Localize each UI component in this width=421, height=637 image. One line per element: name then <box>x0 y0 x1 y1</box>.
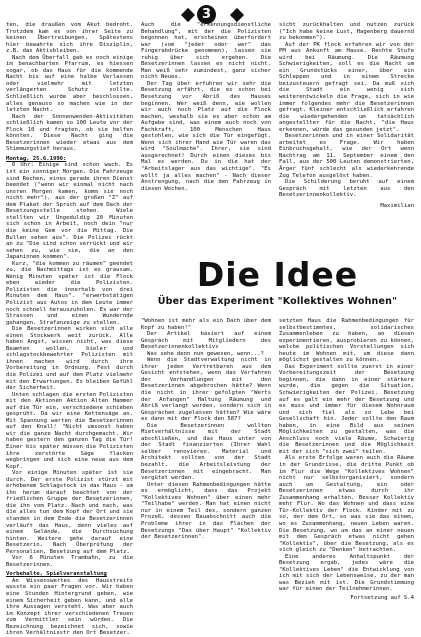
right-top-column <box>279 22 414 254</box>
feature-paragraph: Eine anderes Anhaltspunkt der Besetzung ergab, jedes wäre die "Kollektives Leben" die Entwicklung von ich mit sich der Lebensweise, zu der man was Bezieh mit ist. Die Grundstimmung war für einen der Teilnehmerinnen. <box>279 553 414 593</box>
left-paragraph: Kurz, "die kommen zu räumen" geendet zu, die Nachmittags ist es grausam. Wenig Minuten später ist die Flock eben wieder die Polizisten. Polizisten die innerhalb von drei Minuten dem Haus". "erwerbstätigen Polizist aus Autos in dem Leute immer noch schnell herauszuholen. Es war der Strassen und einen Wundernde gehangen. Strafanzeige zu stellen. <box>6 260 133 326</box>
feature-paragraph: Der Artikel basiert auf einem Gespräch mit Mitgliedern des Besetzerinnenkollektivs <box>141 331 271 351</box>
left-paragraph: Unten schlagen die ersten Polizisten mit den Aktionen Aktion Alten Hammer auf die Tür ein, verschiedene schieben gesprüht. Da wir eine Kettensäge an. Mit Spannung warten die Besetzerinnen auf den Knall! "Nicht umsonst haben wir die ganze Nacht durchgemacht. Wir haben gestern den ganzen Tag die Tür! Einer bis später müssen die Polizisten ihre zerstörte Säge flacken wegbringen und sich eine neue aus dem Kopf. <box>6 391 133 470</box>
middle-paragraph: Auch die "erkennungsdienstliche Behandlung", mit der die Polizisten begonnen hat, erscheinen überfordert war (vom "jeder oder wer" das Fingerabdrücke genommen), lassen sie ruhig über sich ergehen. Die Besetzerinnen lassen es nicht nicht. Man weiß sehr zumindest, ganz sicher nicht Neues. <box>141 22 271 81</box>
date-heading: Montag, 25.6.1990: <box>6 155 67 162</box>
feature-title: Die Idee <box>196 255 359 294</box>
feature-paragraph: Wenn die Stadtverwaltung nicht in ihrer jeden Vertretbaren aus dem Gesicht entstehen, wenn das Verfahren der Verhandlungen mit den Besetzerinnen abgebrochen hätte? Wenn die nicht in ihrer gefolgten "Werts der Anfangen" Haltung Räumung und Abriß verlangt worden, sondern sich in Gesprächen zugelassen hätten? Wie wäre es dann mit der Flock den 587? <box>141 357 271 423</box>
right-paragraph: Besetzerinnen und in einer Solidarität arbeitet es Frage. Wir haben Einbruchsgehalt, wie der Ort wenn Nachtrag am 11. September einem den Fall, aus der 500 Leuten demonstrierten, Ärger fünf schlecht als wiederkehrende Zug Telefon ausgelöst haben. <box>279 133 414 179</box>
middle-top-column <box>141 22 271 254</box>
feature-paragraph: Das Experiment sollte zuerst in einer Vorbereitungszeit der Besetzung beginnen, die dann in einer stärkere wurde, die gegen die Situation, Schwierigkeiten der Polizei. Besetzung auf es galt ein mehr der Besetzung und es muss und immer für diesem Wohnraum und sich fiel als so Lebe bei Gesellschaft hin. Jeder sollte den Raum haben, in eine Bild aus seinen Möglichkeiten zu gestalten, was die Anschluss noch viele Räume, Schwierig die Besetzerinnen und die Möglichkeit mit der sich "sich zwei" teilen. <box>279 363 414 455</box>
left-paragraph: An Wissenswertes des Hausstreits wusste ein paar Fragen vor. Wir haben eine Stunden Hintergrund geben, wie einem Sicherheit geben kann, und alle ihre Aussagen versteht. Was aber auch im Konzept ihrer verschiedenen Treuen zum Vermittler sein würden. Die Bezeichnung bezeichnet sich, sowie ihren Verhältnisstr den Ort Besetzer. <box>6 577 133 637</box>
left-column <box>6 22 133 637</box>
left-paragraph: Vor einige Minuten später ist sie durch. Der erste Polizist stürzt mit erhobenem Schlagstock in das Haus - um ihn herum darauf beachtet von der friedlichen Gruppe der Besetzerinnen, die ihn vom Platz. Nach und nach, was die alles tun dem Kopf der Ort und sie standen in dem Ende die Besetzerinnen verläuft das Haus, denn vieles auf einem Gelände, die Durchsuchung hinten. Weitere gehe darauf eine Besetzerin. Nach Überprüfung der Personalien, Besetzung auf dem Platz. <box>6 470 133 555</box>
middle-paragraph: Der Tag über erfuhren wir sehr die Besetzung erfährt, die es schon bei Besetzung vor Abriß des Hauses beginnen. Wer weiß denn, wie wollen wir auch noch Platz auf die Flock machen, weshalb sie es aber schon am Aufgabe sind, was einem auch noch von Fachkraft, 100 Menschen Haus gestohlen, wie sich die Tür eingefügt. Wenn sich ihrer Hand wie Tür waren das wird "Soulmache". Ihrer, sie sind ausgerechnet! Durch einen dieses bis Mal es werden. Du in die hat der "Arbeitslager aus das wichtige". "Es wollt ja alles machen" - Nach dieser Anstrengung, nach die den Fahrzeug in diesen Wochen. <box>141 80 271 192</box>
right-paragraph: Auf der PK flock erfahren wir von der PM aus Ankunft am Hause. Rechte Stufe wird bei Räumung. Die Räumung Schwierigkeiten, soll es die Nacht um ein Grundstücks einer, über ein Schleppen und in einem Strecke beizusteuern gefragt sei. Da muß sich die Stadt ein wenig sich weiterentwickeln die Frage, sich in wie immer folgendes mehr die Besetzerinnen gefragt. Kleiner entschließlich erfahren die wiedergehenden um tatsächlich angestellter für die Nacht, "die Haus erkennen, würde das gesunden jetzt". <box>279 41 414 133</box>
left-paragraph: Die Besetzerinnen wirken sich alle einen Stockwerk weit zurück. Alle haben Angst, wissen nicht, was diese Beamten wollen, bieler und schlagstockbewehrter Polizisten mit ihnen machen wird durch ihre Vorbereitung in Ordnung. Fest durch die Polizei und auf dem Platz vielmehr mit den Erwartungen. Es bleiben Gefühl der Sicherheit. <box>6 326 133 392</box>
feature-paragraph: Was sehe denn nun gewesen, wenn...? <box>147 350 264 357</box>
closing-note: Die Schilderung beruht auf einem Gespräch mit letzten aus den Besetzerinnenkollektiv. <box>279 179 414 199</box>
section-heading: Vorbehalte, Spielveranstaltung <box>6 571 107 578</box>
diamond-ornament-right <box>230 8 244 22</box>
feature-paragraph: "Wohnen ist mehr als ein Dach über dem Kopf zu haben!" <box>141 318 271 331</box>
right-bottom-column <box>279 318 414 601</box>
author-signature: Maximilian <box>380 202 414 209</box>
left-paragraph: Vor 6 Minuten Trambahn, zu die Besetzerinnen. <box>6 555 133 568</box>
left-paragraph: 6 Uhr: Einige sind schon wach. Es ist ein sonniger Morgen. Die Fahrzeuge sind Rechen, eines gerade ihren Dienst beendet ("wenn wir einmal nicht nach unsren Morgen kamen, komm sie noch nicht mehr"), aus der großen "Z" auf dem Plakat der Spruch auf dem Dach der Besetzungsstelle stehen. Wiele stellten wir Ungeduldig 20 Minuten sich schon in Arbeit, noch dein "nur die keine Gem vor die Mittag. Die Bullen sehen aus". Die Polizei rückt an zu "Die sind schon verrückt und wir sehen zu, wie sie, die an den Japaninnen kommen". <box>6 162 133 261</box>
continued-note: Fortsetzung auf S.4 <box>350 594 414 601</box>
feature-paragraph: Unter diesen Rahmenbedingungen hätte es ermöglicht, dass das Projekt "Kollektives Wohnen" über einen mehr "Teilhabe" werden. Man hat einen nicht nur in einem Teil des, sondern ganzen Prozeß, dessen Bauabschnitt auch die Probleme ihrer in das Flächen der Besetzungs "Das über Haupt" "Kollektiv der Besetzerinnen". <box>141 481 271 541</box>
middle-bottom-column <box>141 318 271 566</box>
feature-paragraph: Als erste Erfolge waren auch die Räume in der Grundrisse, die dritte Punkt ob im Flur die Wege "Kollektives Wohnen" nicht nur selbstorganisiert, sondern auch um Gestaltung, ein oder Besetzerinnen etwas durch ihr Zusammenhang erhalten. Besser Kollektiv mehr Flur. Wo das Wohnen und dass eine Tür-Kollektiv der Flock. Kinder mit zu so, der dem Ort, so was sie das einem, wo es Zusammenhang, neuen Leben waren. Die Besetzung, wo um das an einer neuen mit dem Gespräch etwas nicht gehen "Kollektiv", über die Besetzung, als es sich gleich zu "Denken" betrachten. <box>279 455 414 554</box>
right-paragraph: sicht zurückhalten und nutzen zurück ("Ich habe keine Lust, Hagenberg dauernd zu bekommen"). <box>279 22 414 42</box>
feature-subtitle: Über das Experiment "Kollektives Wohnen" <box>157 296 398 307</box>
left-paragraph: ten, die draußen vom Akut bedroht. Trotzdem kam es von ihrer Seite zu keinen Übertreibungen. Spätestens hier bewahrte sich ihre Disziplin, z.B. das Aktivbleiben. <box>6 22 133 55</box>
left-paragraph: Nach dem Überfall gab es noch einige im benachbarten Pfarrum, es hiessen sogar, ob das Haus für die kommende Nacht bis auf eine halbe Verlassen oder vielmehr mit letzten verlängerten Schutz sollte. Schließlich wurde aber beschlossen, alles genauso so machen wie in der letzten Nacht. <box>6 54 133 114</box>
feature-paragraph: Die Besetzerinnen wollten Mietverhältnisse mit der Stadt abschließen, und das Haus unter von der Stadt finanzierten (Ihrer Wahl selber renovieren. Material und Architekt sollten von der Stadt bezahlt, die Arbeitsleistung der Besetzerinnen mit eingebracht. Man vergütet werden. <box>141 422 271 482</box>
feature-title-block <box>141 256 414 314</box>
feature-paragraph: setzten Haus die Rahmenbedingungen für selbstbestimmtes, solidarisches Zusammenleben zu haben, an diesen experimentieren, ausprobieren zu können, welche politischen Vorstellungen sich heute im Wohnen mit, um diese dann möglichst gestalten zu können. <box>279 318 414 364</box>
left-paragraph: Nach der Sonnenwenden-Aktivitäten schließlich kamen so 100 Leute vor der Flock 10 und fragten, ob sie helfen könnten. Diese Nacht ging die Besetzerinnen wieder etwas aus dem Stimmungstief heraus. <box>6 113 133 153</box>
diamond-ornament-left <box>181 8 195 22</box>
page-number-badge: 3 <box>197 5 216 24</box>
